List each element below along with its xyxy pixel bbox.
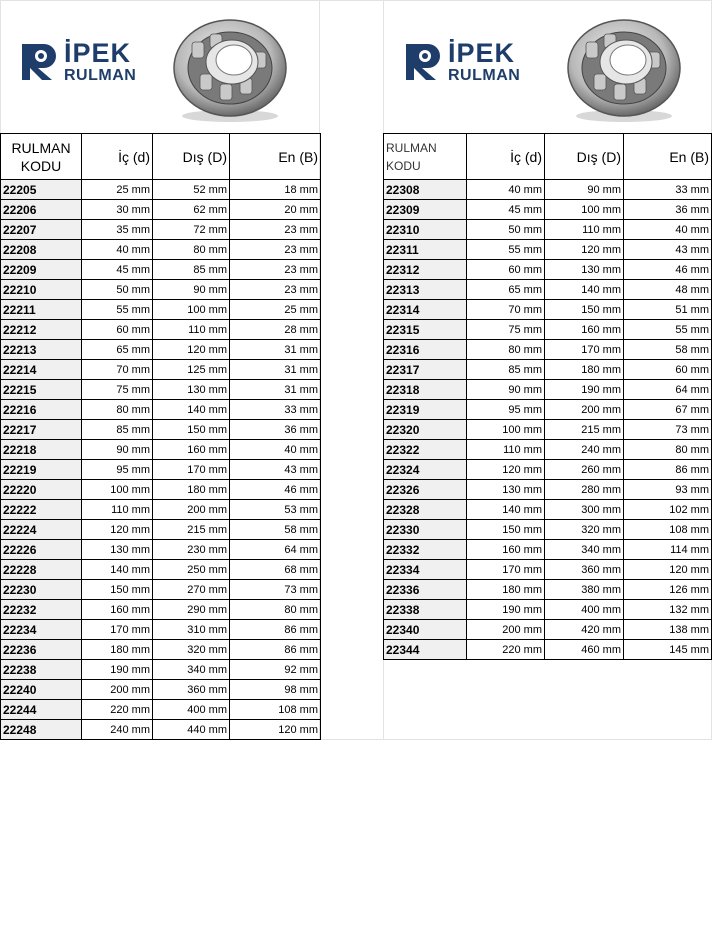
cell-inner-diameter: 220 mm [82, 700, 153, 720]
cell-inner-diameter: 180 mm [467, 580, 545, 600]
cell-code: 22220 [1, 480, 82, 500]
cell-width: 23 mm [230, 240, 321, 260]
left-header [0, 0, 320, 132]
cell-width: 80 mm [230, 600, 321, 620]
cell-width: 33 mm [624, 180, 712, 200]
cell-inner-diameter: 85 mm [467, 360, 545, 380]
cell-width: 23 mm [230, 260, 321, 280]
cell-width: 64 mm [230, 540, 321, 560]
cell-width: 108 mm [230, 700, 321, 720]
cell-width: 40 mm [230, 440, 321, 460]
cell-inner-diameter: 75 mm [82, 380, 153, 400]
cell-outer-diameter: 240 mm [545, 440, 624, 460]
cell-outer-diameter: 80 mm [153, 240, 230, 260]
cell-outer-diameter: 125 mm [153, 360, 230, 380]
table-row [1, 280, 321, 300]
cell-code: 22234 [1, 620, 82, 640]
cell-code: 22232 [1, 600, 82, 620]
cell-code: 22226 [1, 540, 82, 560]
cell-width: 55 mm [624, 320, 712, 340]
table-row [1, 420, 321, 440]
cell-code: 22230 [1, 580, 82, 600]
cell-outer-diameter: 180 mm [545, 360, 624, 380]
cell-inner-diameter: 80 mm [467, 340, 545, 360]
table-row [384, 360, 712, 380]
cell-inner-diameter: 50 mm [467, 220, 545, 240]
cell-outer-diameter: 120 mm [545, 240, 624, 260]
cell-width: 120 mm [624, 560, 712, 580]
table-row [1, 360, 321, 380]
cell-outer-diameter: 360 mm [153, 680, 230, 700]
cell-width: 132 mm [624, 600, 712, 620]
table-row [1, 700, 321, 720]
cell-width: 67 mm [624, 400, 712, 420]
cell-inner-diameter: 35 mm [82, 220, 153, 240]
cell-inner-diameter: 75 mm [467, 320, 545, 340]
table-row [1, 320, 321, 340]
table-header-row [384, 134, 712, 180]
cell-inner-diameter: 120 mm [467, 460, 545, 480]
cell-width: 138 mm [624, 620, 712, 640]
cell-width: 36 mm [230, 420, 321, 440]
cell-inner-diameter: 85 mm [82, 420, 153, 440]
cell-outer-diameter: 190 mm [545, 380, 624, 400]
cell-inner-diameter: 180 mm [82, 640, 153, 660]
cell-width: 51 mm [624, 300, 712, 320]
ipek-rulman-logo-icon [404, 42, 444, 82]
cell-inner-diameter: 50 mm [82, 280, 153, 300]
table-row [1, 220, 321, 240]
cell-code: 22322 [384, 440, 467, 460]
brand-sub: RULMAN [64, 67, 137, 84]
cell-outer-diameter: 400 mm [153, 700, 230, 720]
cell-width: 20 mm [230, 200, 321, 220]
cell-inner-diameter: 110 mm [467, 440, 545, 460]
cell-width: 92 mm [230, 660, 321, 680]
cell-width: 86 mm [230, 640, 321, 660]
cell-code: 22222 [1, 500, 82, 520]
table-row [384, 320, 712, 340]
table-row [1, 640, 321, 660]
table-row [1, 520, 321, 540]
cell-outer-diameter: 160 mm [545, 320, 624, 340]
cell-width: 43 mm [230, 460, 321, 480]
cell-outer-diameter: 215 mm [153, 520, 230, 540]
column-header-code: RULMAN KODU [384, 134, 467, 180]
cell-code: 22218 [1, 440, 82, 460]
cell-inner-diameter: 90 mm [467, 380, 545, 400]
bearing-table-222-series [0, 133, 321, 740]
cell-width: 64 mm [624, 380, 712, 400]
cell-code: 22318 [384, 380, 467, 400]
cell-width: 36 mm [624, 200, 712, 220]
table-row [384, 300, 712, 320]
right-header [384, 0, 712, 132]
cell-width: 23 mm [230, 280, 321, 300]
cell-outer-diameter: 360 mm [545, 560, 624, 580]
table-row [1, 200, 321, 220]
cell-width: 73 mm [230, 580, 321, 600]
cell-width: 18 mm [230, 180, 321, 200]
cell-inner-diameter: 45 mm [82, 260, 153, 280]
cell-outer-diameter: 460 mm [545, 640, 624, 660]
table-row [384, 380, 712, 400]
cell-code: 22314 [384, 300, 467, 320]
cell-inner-diameter: 110 mm [82, 500, 153, 520]
cell-width: 108 mm [624, 520, 712, 540]
cell-inner-diameter: 100 mm [467, 420, 545, 440]
cell-outer-diameter: 150 mm [545, 300, 624, 320]
table-row [384, 640, 712, 660]
table-row [1, 240, 321, 260]
cell-outer-diameter: 250 mm [153, 560, 230, 580]
ipek-rulman-logo-icon [20, 42, 60, 82]
cell-outer-diameter: 260 mm [545, 460, 624, 480]
table-row [1, 180, 321, 200]
cell-inner-diameter: 200 mm [82, 680, 153, 700]
table-row [384, 240, 712, 260]
cell-outer-diameter: 320 mm [545, 520, 624, 540]
cell-outer-diameter: 130 mm [153, 380, 230, 400]
cell-width: 48 mm [624, 280, 712, 300]
brand-sub: RULMAN [448, 67, 521, 84]
cell-outer-diameter: 140 mm [153, 400, 230, 420]
cell-outer-diameter: 270 mm [153, 580, 230, 600]
cell-code: 22317 [384, 360, 467, 380]
cell-width: 31 mm [230, 380, 321, 400]
cell-outer-diameter: 200 mm [545, 400, 624, 420]
cell-width: 114 mm [624, 540, 712, 560]
cell-inner-diameter: 40 mm [82, 240, 153, 260]
cell-inner-diameter: 55 mm [82, 300, 153, 320]
cell-code: 22216 [1, 400, 82, 420]
column-header-inner: İç (d) [467, 134, 545, 180]
cell-inner-diameter: 65 mm [82, 340, 153, 360]
cell-outer-diameter: 440 mm [153, 720, 230, 740]
cell-width: 73 mm [624, 420, 712, 440]
table-row [384, 340, 712, 360]
cell-inner-diameter: 60 mm [82, 320, 153, 340]
cell-outer-diameter: 100 mm [545, 200, 624, 220]
cell-outer-diameter: 52 mm [153, 180, 230, 200]
cell-code: 22338 [384, 600, 467, 620]
cell-width: 33 mm [230, 400, 321, 420]
cell-inner-diameter: 25 mm [82, 180, 153, 200]
table-row [1, 440, 321, 460]
table-row [384, 200, 712, 220]
cell-inner-diameter: 150 mm [467, 520, 545, 540]
cell-width: 145 mm [624, 640, 712, 660]
cell-inner-diameter: 70 mm [82, 360, 153, 380]
cell-outer-diameter: 170 mm [545, 340, 624, 360]
cell-code: 22328 [384, 500, 467, 520]
cell-width: 28 mm [230, 320, 321, 340]
table-row [384, 580, 712, 600]
cell-code: 22224 [1, 520, 82, 540]
cell-outer-diameter: 400 mm [545, 600, 624, 620]
cell-width: 46 mm [230, 480, 321, 500]
cell-code: 22312 [384, 260, 467, 280]
table-row [1, 500, 321, 520]
cell-code: 22310 [384, 220, 467, 240]
cell-inner-diameter: 150 mm [82, 580, 153, 600]
cell-code: 22209 [1, 260, 82, 280]
table-row [384, 440, 712, 460]
table-row [384, 420, 712, 440]
table-row [1, 340, 321, 360]
column-header-code: RULMAN KODU [1, 134, 82, 180]
table-row [1, 400, 321, 420]
cell-code: 22308 [384, 180, 467, 200]
cell-code: 22309 [384, 200, 467, 220]
cell-outer-diameter: 150 mm [153, 420, 230, 440]
cell-outer-diameter: 110 mm [153, 320, 230, 340]
cell-code: 22248 [1, 720, 82, 740]
cell-width: 126 mm [624, 580, 712, 600]
cell-inner-diameter: 220 mm [467, 640, 545, 660]
cell-outer-diameter: 90 mm [545, 180, 624, 200]
cell-code: 22326 [384, 480, 467, 500]
cell-inner-diameter: 45 mm [467, 200, 545, 220]
cell-width: 86 mm [624, 460, 712, 480]
cell-code: 22238 [1, 660, 82, 680]
table-row [1, 540, 321, 560]
table-row [384, 500, 712, 520]
table-row [1, 480, 321, 500]
cell-width: 86 mm [230, 620, 321, 640]
cell-code: 22320 [384, 420, 467, 440]
cell-inner-diameter: 80 mm [82, 400, 153, 420]
cell-width: 98 mm [230, 680, 321, 700]
table-row [1, 680, 321, 700]
cell-inner-diameter: 65 mm [467, 280, 545, 300]
cell-code: 22330 [384, 520, 467, 540]
table-row [1, 380, 321, 400]
cell-inner-diameter: 200 mm [467, 620, 545, 640]
cell-width: 93 mm [624, 480, 712, 500]
cell-code: 22207 [1, 220, 82, 240]
cell-code: 22340 [384, 620, 467, 640]
cell-code: 22324 [384, 460, 467, 480]
cell-outer-diameter: 120 mm [153, 340, 230, 360]
table-row [384, 220, 712, 240]
cell-outer-diameter: 72 mm [153, 220, 230, 240]
column-header-outer: Dış (D) [545, 134, 624, 180]
table-row [384, 480, 712, 500]
cell-code: 22315 [384, 320, 467, 340]
cell-code: 22334 [384, 560, 467, 580]
cell-width: 25 mm [230, 300, 321, 320]
cell-width: 80 mm [624, 440, 712, 460]
cell-outer-diameter: 85 mm [153, 260, 230, 280]
column-header-outer: Dış (D) [153, 134, 230, 180]
cell-outer-diameter: 290 mm [153, 600, 230, 620]
cell-width: 46 mm [624, 260, 712, 280]
cell-inner-diameter: 170 mm [82, 620, 153, 640]
cell-inner-diameter: 90 mm [82, 440, 153, 460]
cell-code: 22319 [384, 400, 467, 420]
spherical-roller-bearing-icon [564, 12, 684, 124]
cell-outer-diameter: 420 mm [545, 620, 624, 640]
table-row [1, 600, 321, 620]
cell-code: 22236 [1, 640, 82, 660]
cell-width: 40 mm [624, 220, 712, 240]
cell-outer-diameter: 110 mm [545, 220, 624, 240]
cell-outer-diameter: 280 mm [545, 480, 624, 500]
table-row [1, 560, 321, 580]
table-row [384, 620, 712, 640]
cell-width: 31 mm [230, 340, 321, 360]
cell-width: 120 mm [230, 720, 321, 740]
cell-outer-diameter: 380 mm [545, 580, 624, 600]
brand-name: İPEK [448, 38, 516, 68]
table-header-row [1, 134, 321, 180]
table-row [1, 260, 321, 280]
cell-code: 22313 [384, 280, 467, 300]
cell-width: 102 mm [624, 500, 712, 520]
cell-outer-diameter: 100 mm [153, 300, 230, 320]
cell-width: 68 mm [230, 560, 321, 580]
cell-code: 22240 [1, 680, 82, 700]
cell-inner-diameter: 30 mm [82, 200, 153, 220]
column-header-width: En (B) [230, 134, 321, 180]
cell-code: 22244 [1, 700, 82, 720]
cell-inner-diameter: 100 mm [82, 480, 153, 500]
cell-code: 22208 [1, 240, 82, 260]
cell-code: 22332 [384, 540, 467, 560]
spherical-roller-bearing-icon [170, 12, 290, 124]
cell-width: 60 mm [624, 360, 712, 380]
brand-logo [20, 38, 138, 86]
table-row [1, 460, 321, 480]
cell-outer-diameter: 340 mm [153, 660, 230, 680]
cell-inner-diameter: 120 mm [82, 520, 153, 540]
cell-code: 22212 [1, 320, 82, 340]
cell-code: 22219 [1, 460, 82, 480]
cell-code: 22311 [384, 240, 467, 260]
cell-width: 43 mm [624, 240, 712, 260]
cell-outer-diameter: 160 mm [153, 440, 230, 460]
brand-logo [404, 38, 522, 86]
cell-width: 58 mm [624, 340, 712, 360]
cell-code: 22215 [1, 380, 82, 400]
cell-inner-diameter: 70 mm [467, 300, 545, 320]
cell-inner-diameter: 160 mm [467, 540, 545, 560]
cell-outer-diameter: 62 mm [153, 200, 230, 220]
cell-code: 22336 [384, 580, 467, 600]
cell-outer-diameter: 215 mm [545, 420, 624, 440]
cell-outer-diameter: 200 mm [153, 500, 230, 520]
cell-width: 31 mm [230, 360, 321, 380]
table-row [1, 720, 321, 740]
cell-inner-diameter: 190 mm [82, 660, 153, 680]
table-row [384, 540, 712, 560]
table-row [384, 180, 712, 200]
column-header-inner: İç (d) [82, 134, 153, 180]
cell-inner-diameter: 130 mm [82, 540, 153, 560]
cell-outer-diameter: 230 mm [153, 540, 230, 560]
cell-code: 22211 [1, 300, 82, 320]
table-row [384, 560, 712, 580]
cell-inner-diameter: 130 mm [467, 480, 545, 500]
cell-inner-diameter: 190 mm [467, 600, 545, 620]
column-header-width: En (B) [624, 134, 712, 180]
cell-inner-diameter: 170 mm [467, 560, 545, 580]
cell-width: 58 mm [230, 520, 321, 540]
cell-inner-diameter: 240 mm [82, 720, 153, 740]
cell-outer-diameter: 130 mm [545, 260, 624, 280]
cell-code: 22214 [1, 360, 82, 380]
table-row [1, 580, 321, 600]
cell-outer-diameter: 340 mm [545, 540, 624, 560]
cell-width: 53 mm [230, 500, 321, 520]
cell-code: 22213 [1, 340, 82, 360]
table-row [384, 460, 712, 480]
cell-inner-diameter: 40 mm [467, 180, 545, 200]
cell-code: 22206 [1, 200, 82, 220]
bearing-table-223-series [383, 133, 712, 660]
cell-inner-diameter: 95 mm [467, 400, 545, 420]
table-row [384, 600, 712, 620]
cell-outer-diameter: 140 mm [545, 280, 624, 300]
cell-outer-diameter: 320 mm [153, 640, 230, 660]
cell-inner-diameter: 140 mm [467, 500, 545, 520]
cell-code: 22205 [1, 180, 82, 200]
cell-inner-diameter: 160 mm [82, 600, 153, 620]
cell-inner-diameter: 140 mm [82, 560, 153, 580]
table-row [1, 620, 321, 640]
cell-width: 23 mm [230, 220, 321, 240]
cell-code: 22344 [384, 640, 467, 660]
cell-inner-diameter: 95 mm [82, 460, 153, 480]
cell-code: 22316 [384, 340, 467, 360]
cell-outer-diameter: 170 mm [153, 460, 230, 480]
cell-outer-diameter: 310 mm [153, 620, 230, 640]
table-row [1, 660, 321, 680]
table-row [384, 260, 712, 280]
cell-inner-diameter: 55 mm [467, 240, 545, 260]
cell-outer-diameter: 90 mm [153, 280, 230, 300]
brand-name: İPEK [64, 38, 132, 68]
table-row [384, 400, 712, 420]
cell-inner-diameter: 60 mm [467, 260, 545, 280]
cell-code: 22217 [1, 420, 82, 440]
cell-code: 22228 [1, 560, 82, 580]
cell-outer-diameter: 300 mm [545, 500, 624, 520]
table-row [384, 520, 712, 540]
table-row [1, 300, 321, 320]
cell-code: 22210 [1, 280, 82, 300]
cell-outer-diameter: 180 mm [153, 480, 230, 500]
table-row [384, 280, 712, 300]
